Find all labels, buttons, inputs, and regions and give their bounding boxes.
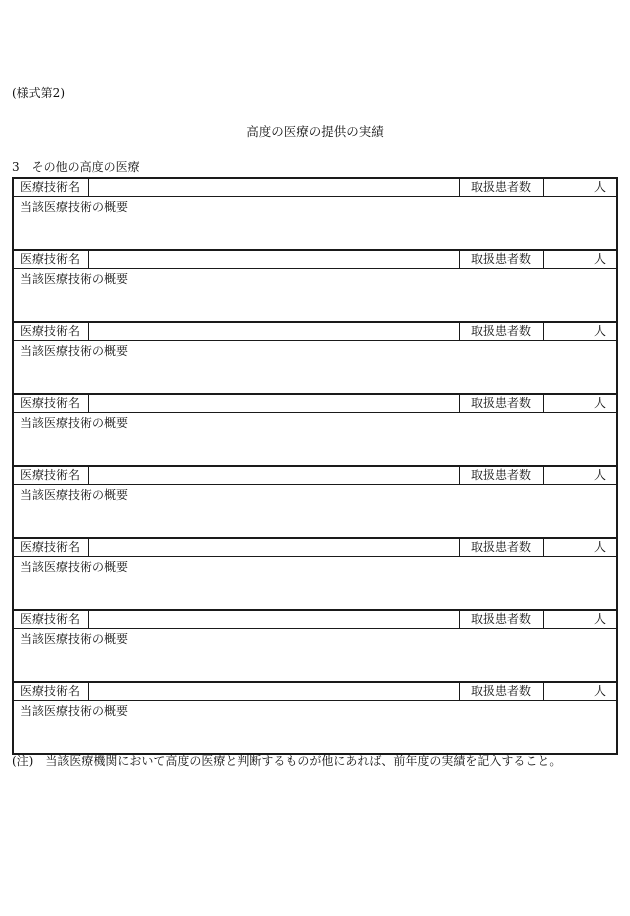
technology-name-field[interactable]	[89, 539, 460, 556]
technology-summary-field[interactable]	[14, 557, 616, 609]
section-heading: 3 その他の高度の医療	[12, 160, 140, 174]
document-title: 高度の医療の提供の実績	[246, 124, 384, 139]
technology-summary-label: 当該医療技術の概要	[20, 560, 129, 574]
technology-name-field[interactable]	[89, 179, 460, 196]
technology-name-label: 医療技術名	[14, 683, 89, 700]
patient-count-field[interactable]	[544, 179, 616, 196]
technology-name-field[interactable]	[89, 683, 460, 700]
technology-summary-label: 当該医療技術の概要	[20, 272, 129, 286]
technology-name-label: 医療技術名	[14, 611, 89, 628]
patient-count-label: 取扱患者数	[460, 611, 544, 628]
patient-count-unit: 人	[593, 180, 606, 194]
patient-count-field[interactable]	[544, 251, 616, 268]
technology-summary-label: 当該医療技術の概要	[20, 200, 129, 214]
patient-count-field[interactable]	[544, 539, 616, 556]
technology-summary-field[interactable]	[14, 485, 616, 537]
patient-count-field[interactable]	[544, 683, 616, 700]
patient-count-label: 取扱患者数	[460, 179, 544, 196]
technology-entry	[14, 395, 616, 467]
entry-header-row	[14, 467, 616, 485]
entry-header-row	[14, 179, 616, 197]
patient-count-unit: 人	[593, 324, 606, 338]
patient-count-unit: 人	[593, 468, 606, 482]
technology-entry	[14, 179, 616, 251]
technology-summary-label: 当該医療技術の概要	[20, 344, 129, 358]
technology-summary-field[interactable]	[14, 341, 616, 393]
technology-name-label: 医療技術名	[14, 323, 89, 340]
technology-name-label: 医療技術名	[14, 179, 89, 196]
technology-summary-label: 当該医療技術の概要	[20, 632, 129, 646]
technology-summary-field[interactable]	[14, 269, 616, 321]
technology-entry	[14, 683, 616, 753]
patient-count-unit: 人	[593, 252, 606, 266]
technology-summary-field[interactable]	[14, 701, 616, 753]
technology-name-field[interactable]	[89, 611, 460, 628]
technology-summary-label: 当該医療技術の概要	[20, 704, 129, 718]
technology-name-field[interactable]	[89, 395, 460, 412]
technology-name-field[interactable]	[89, 323, 460, 340]
form-label: (様式第2)	[12, 86, 65, 100]
technology-summary-field[interactable]	[14, 629, 616, 681]
patient-count-unit: 人	[593, 396, 606, 410]
technology-name-label: 医療技術名	[14, 539, 89, 556]
technology-entry	[14, 467, 616, 539]
entry-header-row	[14, 395, 616, 413]
patient-count-field[interactable]	[544, 611, 616, 628]
technology-summary-label: 当該医療技術の概要	[20, 416, 129, 430]
entry-header-row	[14, 683, 616, 701]
technology-name-label: 医療技術名	[14, 395, 89, 412]
technology-entry	[14, 323, 616, 395]
patient-count-field[interactable]	[544, 467, 616, 484]
entry-header-row	[14, 251, 616, 269]
patient-count-label: 取扱患者数	[460, 395, 544, 412]
entry-header-row	[14, 539, 616, 557]
patient-count-label: 取扱患者数	[460, 251, 544, 268]
technology-summary-field[interactable]	[14, 413, 616, 465]
entry-header-row	[14, 323, 616, 341]
patient-count-label: 取扱患者数	[460, 467, 544, 484]
technology-name-label: 医療技術名	[14, 251, 89, 268]
footnote: (注) 当該医療機関において高度の医療と判断するものが他にあれば、前年度の実績を記入すること。	[12, 754, 562, 768]
patient-count-field[interactable]	[544, 395, 616, 412]
technology-summary-label: 当該医療技術の概要	[20, 488, 129, 502]
technology-entry	[14, 611, 616, 683]
patient-count-label: 取扱患者数	[460, 323, 544, 340]
entry-header-row	[14, 611, 616, 629]
technology-summary-field[interactable]	[14, 197, 616, 249]
technology-name-field[interactable]	[89, 467, 460, 484]
patient-count-label: 取扱患者数	[460, 683, 544, 700]
technology-name-field[interactable]	[89, 251, 460, 268]
technology-entry	[14, 251, 616, 323]
medical-technology-table	[12, 177, 618, 755]
patient-count-field[interactable]	[544, 323, 616, 340]
patient-count-unit: 人	[593, 684, 606, 698]
technology-entry	[14, 539, 616, 611]
patient-count-unit: 人	[593, 612, 606, 626]
patient-count-unit: 人	[593, 540, 606, 554]
technology-name-label: 医療技術名	[14, 467, 89, 484]
patient-count-label: 取扱患者数	[460, 539, 544, 556]
